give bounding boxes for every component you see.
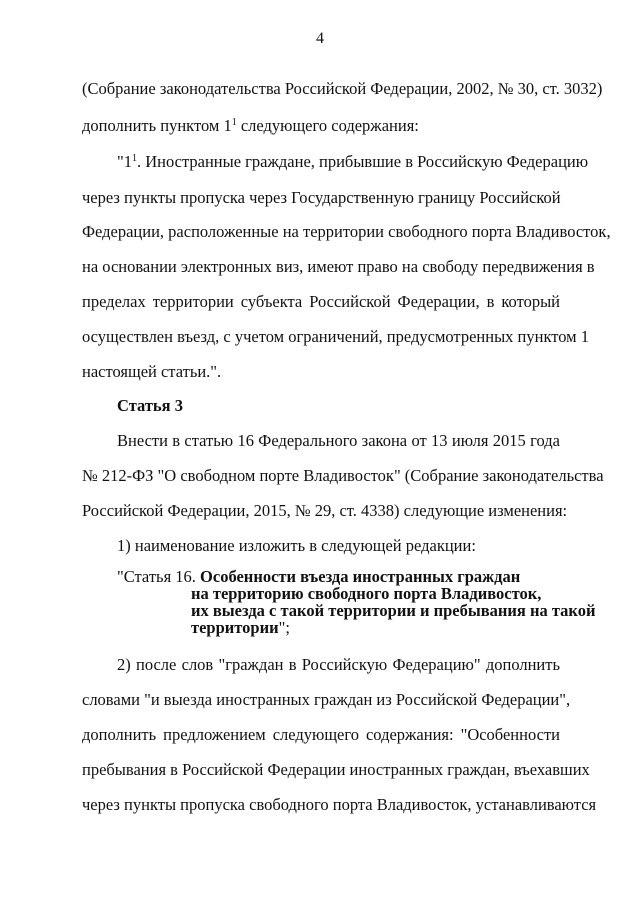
text-line: пребывания в Российской Федерации иностранных граждан, въехавших — [82, 760, 590, 779]
text-line — [117, 152, 589, 172]
article-title-line — [117, 568, 587, 585]
text-segment: Особенности въезда иностранных граждан — [200, 567, 521, 586]
text-segment: дополнить пунктом 1 — [82, 116, 232, 135]
list-item: 1) наименование изложить в следующей редакции: — [117, 536, 476, 555]
text-segment: . Иностранные граждане, прибывшие в Российскую Федерацию — [137, 152, 589, 171]
article-title-line: на территорию свободного порта Владивосток, — [191, 584, 542, 603]
superscript: 1 — [132, 153, 137, 164]
text-line: пределах территории субъекта Российской Федерации, в который — [82, 292, 560, 311]
text-line: Федерации, расположенные на территории свободного порта Владивосток, — [82, 222, 611, 241]
text-line: словами "и выезда иностранных граждан из Российской Федерации", — [82, 690, 571, 709]
text-segment: следующего содержания: — [236, 116, 419, 135]
list-item: 2) после слов "граждан в Российскую Федерацию" дополнить — [117, 655, 560, 674]
text-segment: "; — [278, 618, 290, 637]
text-line: № 212-ФЗ "О свободном порте Владивосток" (Собрание законодательства — [82, 466, 604, 485]
text-segment: территории — [191, 618, 279, 637]
article-title-line — [191, 619, 290, 636]
text-line: осуществлен въезд, с учетом ограничений, предусмотренных пунктом 1 — [82, 327, 589, 346]
text-line: Внести в статью 16 Федерального закона от 13 июля 2015 года — [117, 431, 560, 450]
text-line: на основании электронных виз, имеют право на свободу передвижения в — [82, 257, 595, 276]
article-title-line: их выезда с такой территории и пребывания на такой — [191, 601, 596, 620]
page-number: 4 — [316, 30, 324, 47]
text-line: через пункты пропуска свободного порта Владивосток, устанавливаются — [82, 795, 597, 814]
text-line: настоящей статьи.". — [82, 362, 222, 381]
text-segment: "1 — [117, 152, 132, 171]
text-line — [82, 116, 560, 136]
text-segment: (Собрание законодательства Российской Федерации, 2002, № 30, ст. 3032) — [82, 79, 603, 98]
text-line — [82, 79, 603, 99]
text-segment: "Статья 16. — [117, 567, 201, 586]
article-heading: Статья 3 — [117, 396, 183, 415]
text-line: дополнить предложением следующего содержания: "Особенности — [82, 725, 560, 744]
text-line: через пункты пропуска через Государственную границу Российской — [82, 188, 561, 207]
superscript: 1 — [231, 117, 237, 128]
text-line: Российской Федерации, 2015, № 29, ст. 4338) следующие изменения: — [82, 501, 568, 520]
